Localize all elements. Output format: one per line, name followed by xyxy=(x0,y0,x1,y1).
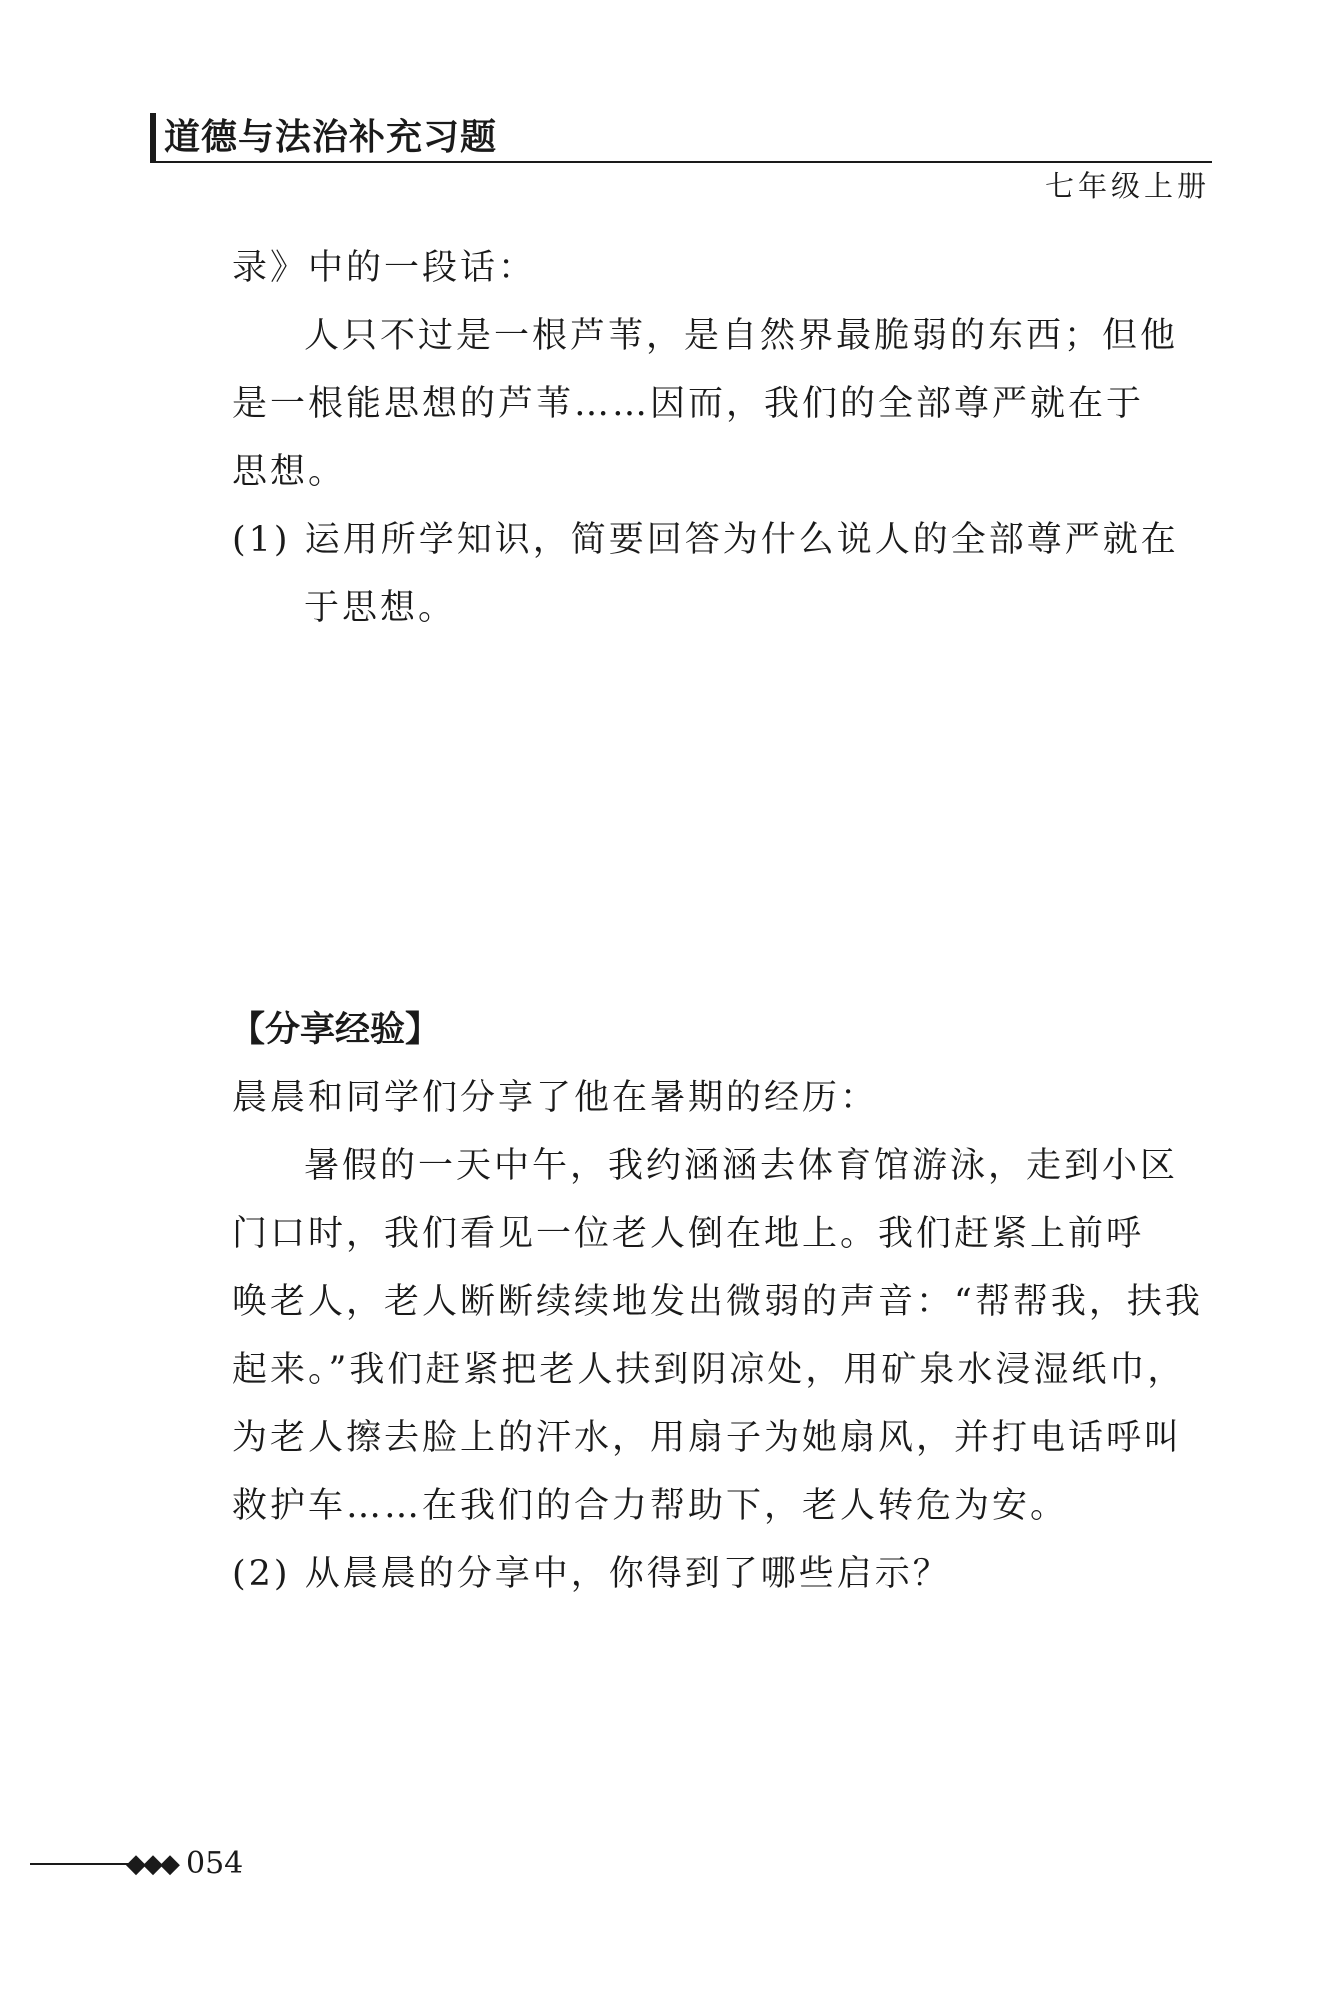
question-1: (1) 运用所学知识，简要回答为什么说人的全部尊严就在 xyxy=(232,520,1179,560)
quote-line: 人只不过是一根芦苇，是自然界最脆弱的东西；但他 xyxy=(304,316,1179,356)
header-rule xyxy=(150,161,1212,163)
question-2: (2) 从晨晨的分享中，你得到了哪些启示？ xyxy=(232,1554,951,1594)
quote-line: 思想。 xyxy=(232,452,347,492)
story-line: 为老人擦去脸上的汗水，用扇子为她扇风，并打电话呼叫 xyxy=(232,1418,1183,1458)
page-number: 054 xyxy=(186,1846,244,1881)
story-line: 救护车……在我们的合力帮助下，老人转危为安。 xyxy=(232,1486,1069,1526)
header-accent-bar xyxy=(150,113,156,161)
question-1-continued: 于思想。 xyxy=(304,588,457,628)
quote-line: 是一根能思想的芦苇……因而，我们的全部尊严就在于 xyxy=(232,384,1145,424)
text-line: 录》中的一段话： xyxy=(232,248,537,288)
intro-line: 晨晨和同学们分享了他在暑期的经历： xyxy=(232,1078,879,1118)
story-line: 门口时，我们看见一位老人倒在地上。我们赶紧上前呼 xyxy=(232,1214,1145,1254)
story-line: 暑假的一天中午，我约涵涵去体育馆游泳，走到小区 xyxy=(304,1146,1179,1186)
grade-label: 七年级上册 xyxy=(1044,169,1210,203)
footer-rule xyxy=(30,1863,130,1865)
story-line: 起来。”我们赶紧把老人扶到阴凉处，用矿泉水浸湿纸巾， xyxy=(232,1350,1186,1390)
diamond-icon: ◆◆◆ xyxy=(126,1849,177,1879)
story-line: 唤老人，老人断断续续地发出微弱的声音：“帮帮我，扶我 xyxy=(232,1282,1203,1322)
book-title: 道德与法治补充习题 xyxy=(164,117,498,158)
section-heading: 【分享经验】 xyxy=(230,1010,441,1050)
